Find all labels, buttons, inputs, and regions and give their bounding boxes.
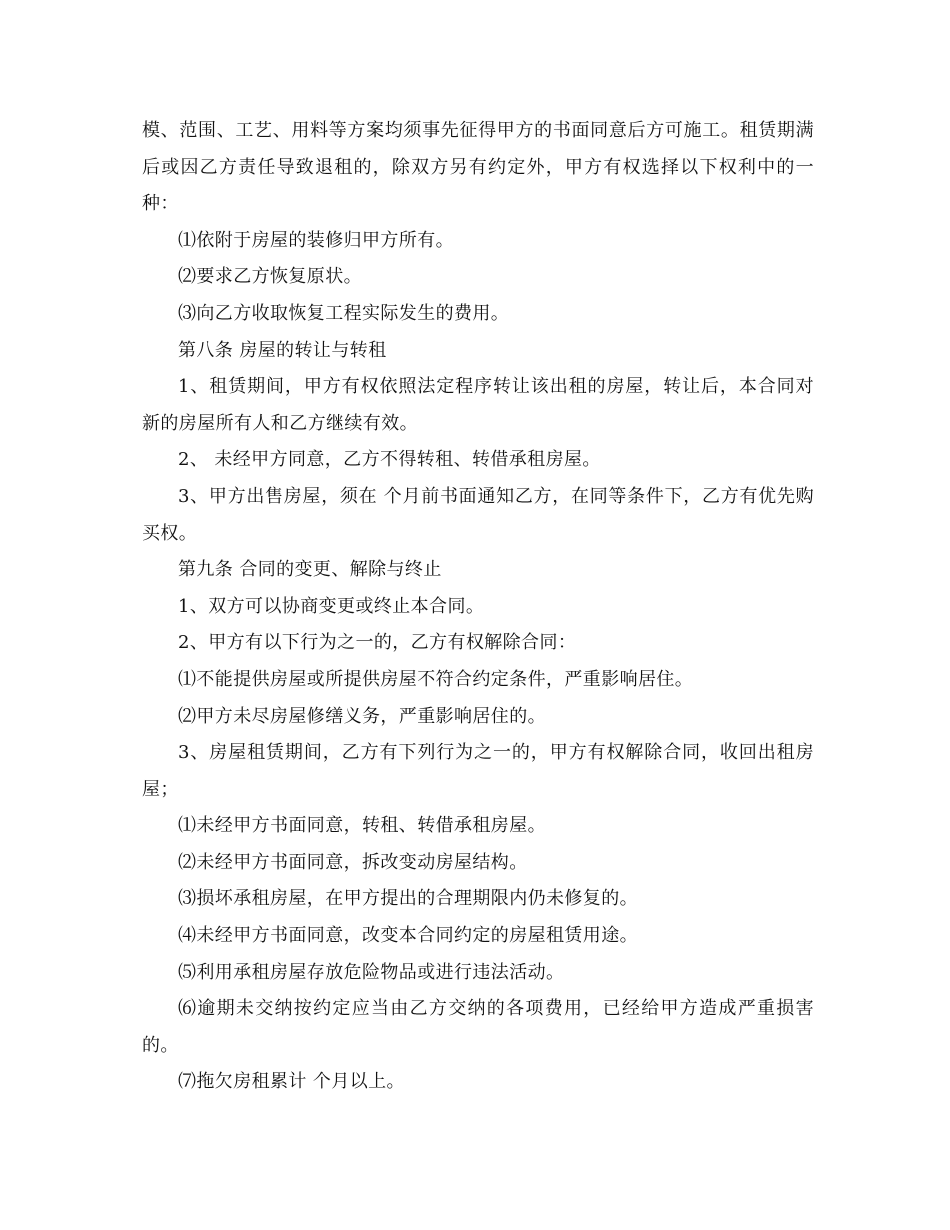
article-9-clause-2-item-1: ⑴不能提供房屋或所提供房屋不符合约定条件，严重影响居住。 — [178, 668, 694, 690]
clause-item-1: ⑴依附于房屋的装修归甲方所有。 — [178, 229, 454, 251]
article-9-clause-1: 1、双方可以协商变更或终止本合同。 — [178, 595, 485, 617]
article-9-clause-3: 3、房屋租赁期间，乙方有下列行为之一的，甲方有权解除合同，收回出租房屋； — [142, 742, 814, 800]
article-9-clause-3-item-4: ⑷未经甲方书面同意，改变本合同约定的房屋租赁用途。 — [178, 925, 638, 947]
article-9-heading: 第九条 合同的变更、解除与终止 — [178, 559, 442, 581]
article-9-clause-3-item-3: ⑶损坏承租房屋，在甲方提出的合理期限内仍未修复的。 — [178, 888, 638, 910]
article-9-clause-2: 2、甲方有以下行为之一的，乙方有权解除合同： — [178, 632, 577, 654]
paragraph-continuation: 模、范围、工艺、用料等方案均须事先征得甲方的书面同意后方可施工。租赁期满后或因乙方责任导致退租的，除双方另有约定外，甲方有权选择以下权利中的一种： — [142, 120, 814, 215]
article-9-clause-3-item-7: ⑺拖欠房租累计 个月以上。 — [178, 1071, 405, 1093]
article-8-clause-1: 1、租赁期间，甲方有权依照法定程序转让该出租的房屋，转让后，本合同对新的房屋所有人和乙方继续有效。 — [142, 376, 814, 434]
article-9-clause-3-item-1: ⑴未经甲方书面同意，转租、转借承租房屋。 — [178, 815, 546, 837]
document-body — [142, 113, 814, 1101]
article-8-heading: 第八条 房屋的转让与转租 — [178, 339, 387, 361]
article-8-clause-3: 3、甲方出售房屋，须在 个月前书面通知乙方，在同等条件下，乙方有优先购买权。 — [142, 485, 814, 544]
clause-item-2: ⑵要求乙方恢复原状。 — [178, 266, 362, 288]
article-9-clause-3-item-5: ⑸利用承租房屋存放危险物品或进行违法活动。 — [178, 961, 565, 983]
clause-item-3: ⑶向乙方收取恢复工程实际发生的费用。 — [178, 302, 510, 324]
article-8-clause-2: 2、 未经甲方同意，乙方不得转租、转借承租房屋。 — [178, 449, 601, 471]
article-9-clause-3-item-2: ⑵未经甲方书面同意，拆改变动房屋结构。 — [178, 851, 528, 873]
article-9-clause-2-item-2: ⑵甲方未尽房屋修缮义务，严重影响居住的。 — [178, 705, 546, 727]
article-9-clause-3-item-6: ⑹逾期未交纳按约定应当由乙方交纳的各项费用，已经给甲方造成严重损害的。 — [142, 998, 814, 1056]
